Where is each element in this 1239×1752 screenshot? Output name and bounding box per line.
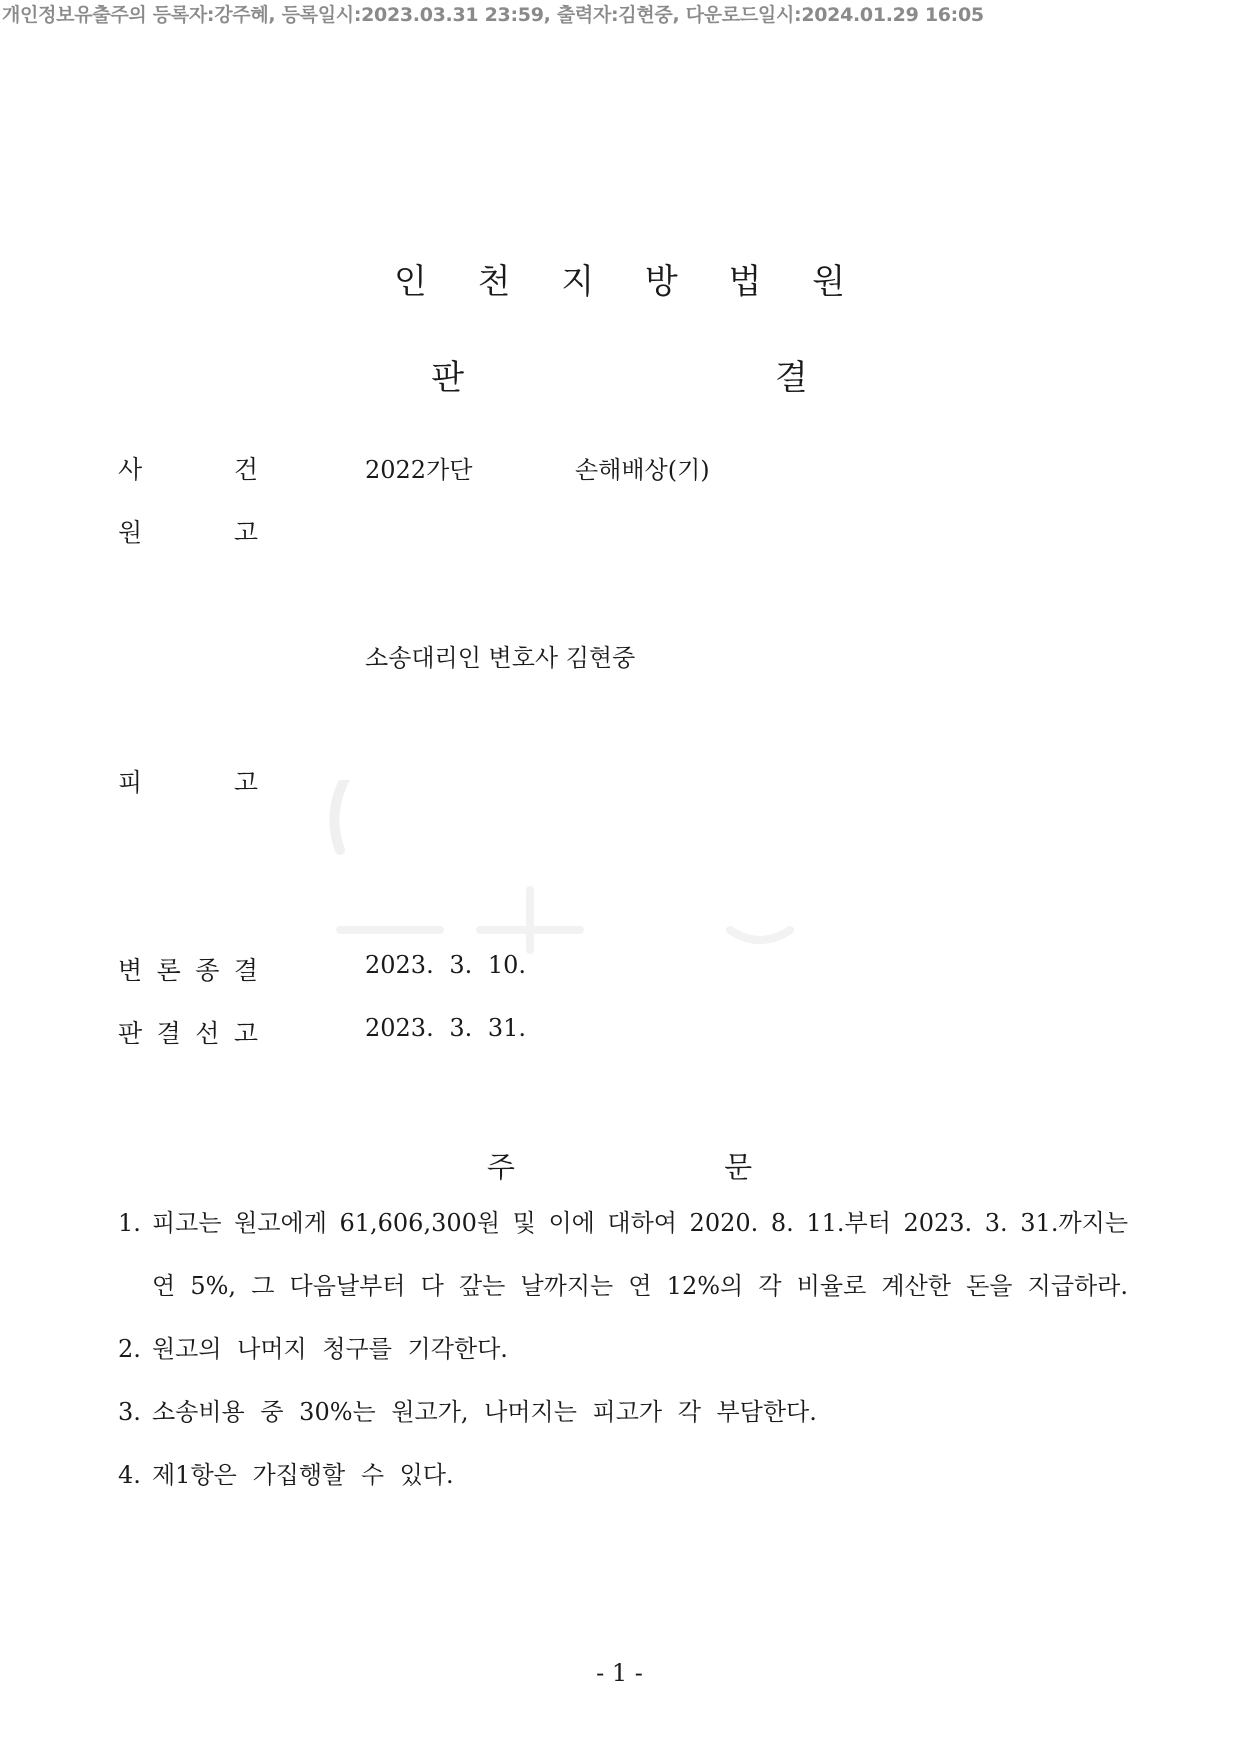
- judgment-label: [118, 1014, 258, 1050]
- closing-date: 2023. 3. 10.: [365, 951, 527, 979]
- order-item-text: 원고의 나머지 청구를 기각한다.: [152, 1335, 508, 1363]
- case-label-char: 사: [118, 455, 143, 484]
- plaintiff-attorney: 소송대리인 변호사 김현중: [365, 644, 636, 672]
- court-name: 인 천 지 방 법 원: [393, 262, 866, 302]
- judgment-label-char: 고: [233, 1019, 258, 1048]
- judgment-label-char: 선: [195, 1019, 220, 1048]
- defendant-label: [118, 763, 258, 799]
- case-number: 2022가단: [365, 456, 473, 484]
- case-label-char: 건: [233, 455, 258, 484]
- order-item-text: 소송비용 중 30%는 원고가, 나머지는 피고가 각 부담한다.: [152, 1398, 817, 1426]
- court-seal-watermark: [320, 780, 880, 960]
- closing-label-char: 론: [156, 956, 181, 985]
- judgment-label-char: 판: [118, 1019, 143, 1048]
- order-item-line: [118, 1203, 1128, 1238]
- plaintiff-label-char: 고: [233, 518, 258, 547]
- judgment-label-char: 결: [156, 1019, 181, 1048]
- order-title: 주 문: [486, 1150, 853, 1184]
- closing-label: [118, 951, 258, 987]
- page-number: - 1 -: [596, 1659, 643, 1687]
- closing-label-char: 변: [118, 956, 143, 985]
- order-item-number: 2.: [118, 1335, 141, 1363]
- order-item: [118, 1455, 1128, 1490]
- order-item-text: 제1항은 가집행할 수 있다.: [152, 1461, 454, 1489]
- order-item-number: 4.: [118, 1461, 141, 1489]
- document-title: 판 결: [431, 358, 958, 398]
- order-item: [118, 1203, 1128, 1238]
- closing-label-char: 결: [233, 956, 258, 985]
- plaintiff-label-char: 원: [118, 518, 143, 547]
- order-item-number: 3.: [118, 1398, 141, 1426]
- order-item: [118, 1392, 1128, 1427]
- order-item-number: 1.: [118, 1209, 141, 1237]
- order-item: [118, 1329, 1128, 1364]
- case-label: [118, 450, 258, 486]
- privacy-warning-banner: 개인정보유출주의 등록자:강주혜, 등록일시:2023.03.31 23:59, 출력자:김현중, 다운로드일시:2024.01.29 16:05: [2, 4, 984, 26]
- plaintiff-label: [118, 513, 258, 549]
- defendant-label-char: 고: [233, 768, 258, 797]
- case-name: 손해배상(기): [575, 456, 710, 484]
- judgment-date: 2023. 3. 31.: [365, 1014, 527, 1042]
- defendant-label-char: 피: [118, 768, 143, 797]
- order-item-text: 피고는 원고에게 61,606,300원 및 이에 대하여 2020. 8. 11.부터 2023. 3. 31.까지는: [152, 1209, 1128, 1237]
- order-item-continuation: 연 5%, 그 다음날부터 다 갚는 날까지는 연 12%의 각 비율로 계산한 돈을 지급하라.: [152, 1272, 1128, 1300]
- closing-label-char: 종: [195, 956, 220, 985]
